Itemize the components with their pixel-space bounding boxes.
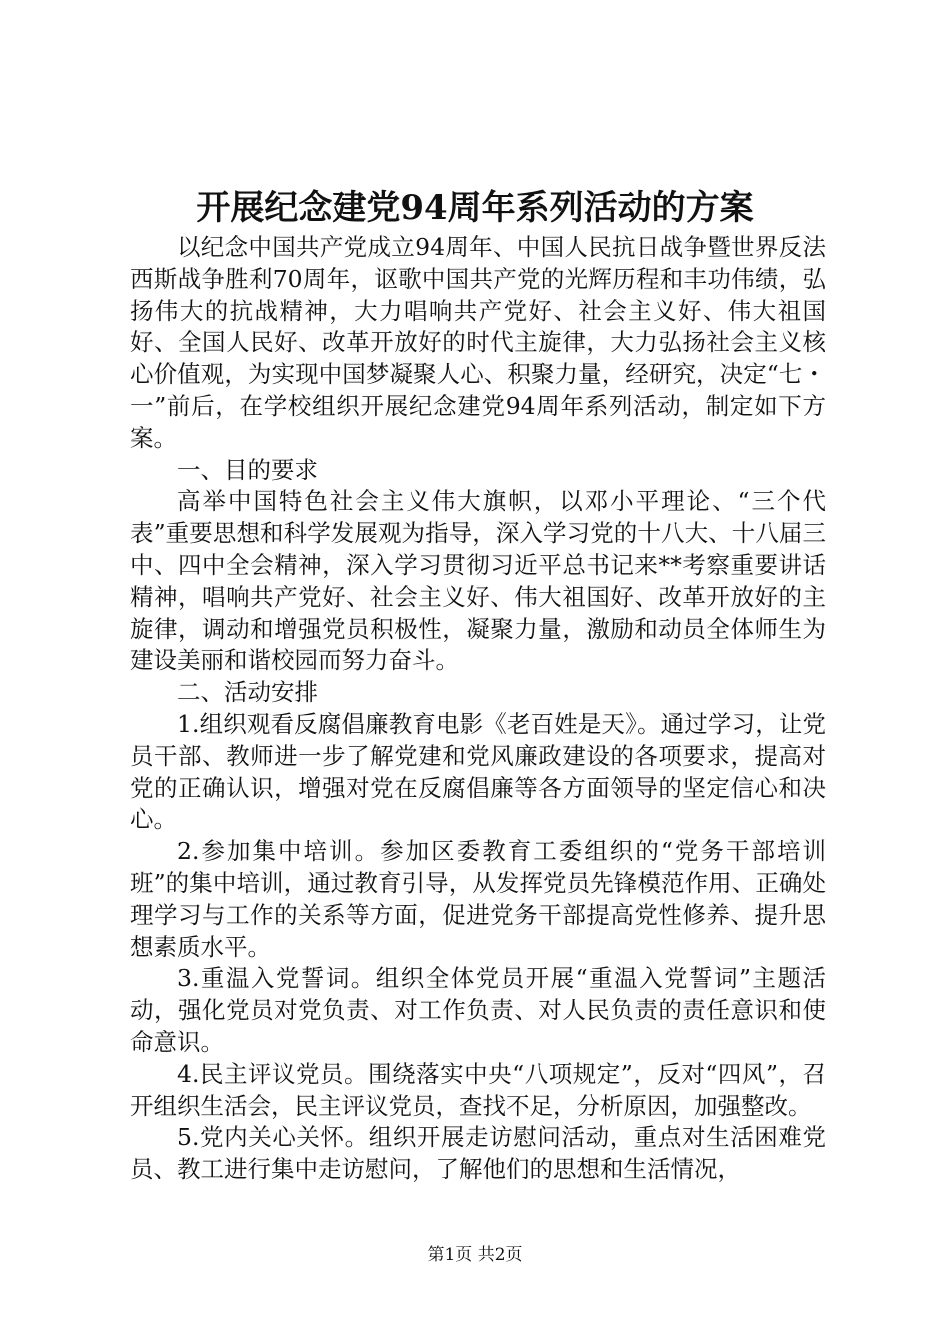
document-body [130,232,826,1186]
intro-paragraph: 以纪念中国共产党成立94周年、中国人民抗日战争暨世界反法西斯战争胜利70周年，讴歌中国共产党的光辉历程和丰功伟绩，弘扬伟大的抗战精神，大力唱响共产党好、社会主义好、伟大祖国好、全国人民好、改革开放好的时代主旋律，大力弘扬社会主义核心价值观，为实现中国梦凝聚人心、积聚力量，经研究，决定“七・一”前后，在学校组织开展纪念建党94周年系列活动，制定如下方案。 [130,233,826,452]
activity-item-4: 4.民主评议党员。围绕落实中央“八项规定”，反对“四风”，召开组织生活会，民主评议党员，查找不足，分析原因，加强整改。 [130,1059,826,1120]
section-heading-goals: 一、目的要求 [177,455,318,484]
activity-item-2: 2.参加集中培训。参加区委教育工委组织的“党务干部培训班”的集中培训，通过教育引导，从发挥党员先锋模范作用、正确处理学习与工作的关系等方面，促进党务干部提高党性修养、提升思想素质水平。 [130,837,826,961]
activity-item-1: 1.组织观看反腐倡廉教育电影《老百姓是天》。通过学习，让党员干部、教师进一步了解党建和党风廉政建设的各项要求，提高对党的正确认识，增强对党在反腐倡廉等各方面领导的坚定信心和决心。 [130,709,826,834]
activity-item-5: 5.党内关心关怀。组织开展走访慰问活动，重点对生活困难党员、教工进行集中走访慰问，了解他们的思想和生活情况， [130,1123,826,1184]
activity-item-3: 3.重温入党誓词。组织全体党员开展“重温入党誓词”主题活动，强化党员对党负责、对工作负责、对人民负责的责任意识和使命意识。 [130,964,826,1056]
page-number-footer: 第1页 共2页 [427,1245,523,1265]
goals-paragraph: 高举中国特色社会主义伟大旗帜，以邓小平理论、“三个代表”重要思想和科学发展观为指导，深入学习党的十八大、十八届三中、四中全会精神，深入学习贯彻习近平总书记来**考察重要讲话精神，唱响共产党好、社会主义好、伟大祖国好、改革开放好的主旋律，调动和增强党员积极性，凝聚力量，激励和动员全体师生为建设美丽和谐校园而努力奋斗。 [130,487,826,675]
document-title: 开展纪念建党94周年系列活动的方案 [196,188,754,228]
section-heading-activities: 二、活动安排 [177,678,318,707]
